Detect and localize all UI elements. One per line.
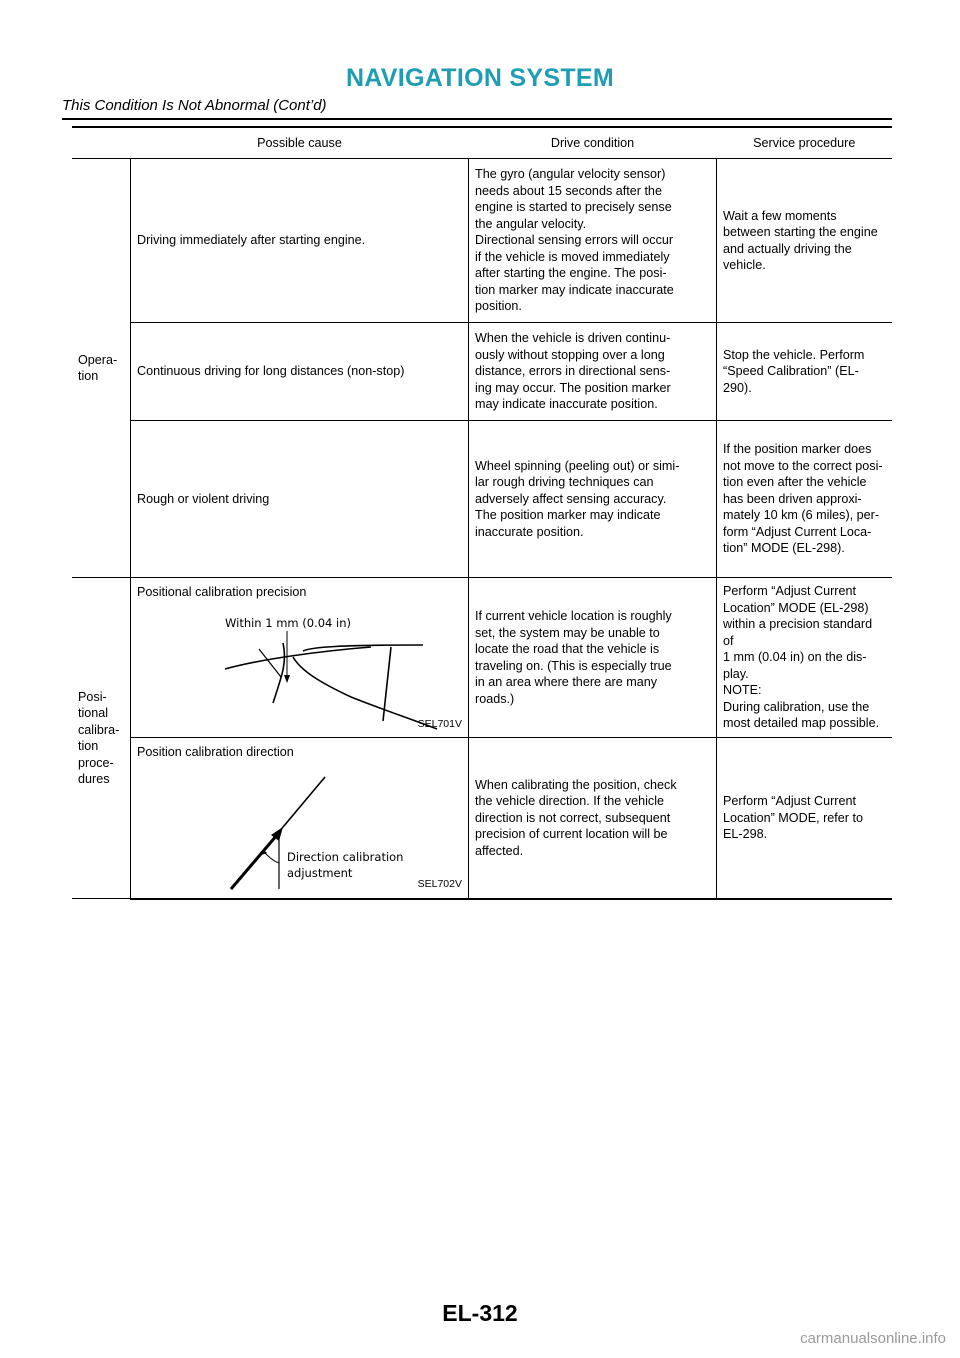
cause-cell: Driving immediately after starting engine. [131, 159, 469, 323]
group-label-operation: Opera- tion [72, 159, 131, 578]
precision-diagram [211, 611, 451, 733]
procedure-cell: If the position marker does not move to the correct posi- tion even after the vehicle has been driven approxi- mately 10 km (6 miles), per- form “Adjust Current Loca- tion” MODE (EL-298). [717, 421, 893, 578]
table-row [72, 323, 892, 421]
watermark: carmanualsonline.info [800, 1330, 946, 1347]
condition-cell: If current vehicle location is roughly set, the system may be unable to locate the road that the vehicle is traveling on. (This is especially true in an area where there are many roads.) [469, 578, 717, 738]
figure-label: SEL702V [417, 878, 462, 890]
road-line [273, 643, 285, 703]
note-text: During calibration, use the most detailed map possible. [723, 699, 880, 731]
leader-line [259, 649, 281, 677]
direction-diagram [211, 771, 451, 893]
condition-cell: Wheel spinning (peeling out) or simi- lar rough driving techniques can adversely affect sensing accuracy. The position marker may indicate inaccurate position. [469, 421, 717, 578]
cause-cell: Continuous driving for long distances (non-stop) [131, 323, 469, 421]
table-row [72, 738, 892, 899]
cause-text: Positional calibration precision [137, 585, 307, 599]
road-line [293, 657, 437, 729]
figure-label: SEL701V [417, 718, 462, 730]
procedure-cell: Stop the vehicle. Perform “Speed Calibration” (EL-290). [717, 323, 893, 421]
figure-text-within: Within 1 mm (0.04 in) [225, 615, 352, 630]
table-row [72, 421, 892, 578]
figure-text-adjustment: adjustment [287, 865, 353, 880]
procedure-cell: Wait a few moments between starting the engine and actually driving the vehicle. [717, 159, 893, 323]
condition-cell: When calibrating the position, check the vehicle direction. If the vehicle direction is not correct, subsequent precision of current location will be affected. [469, 738, 717, 899]
cause-cell: Rough or violent driving [131, 421, 469, 578]
column-header-cause: Possible cause [131, 127, 469, 159]
table-row [72, 159, 892, 323]
figure-sel702v [137, 761, 462, 891]
vehicle-direction-line [231, 835, 277, 889]
figure-text-direction: Direction calibration [287, 849, 404, 864]
condition-cell: The gyro (angular velocity sensor) needs about 15 seconds after the engine is started to precisely sense the angular velocity. Directional sensing errors will occur if the vehicle is moved immediately after starting the engine. The posi- tion marker may indicate inaccurate position. [469, 159, 717, 323]
procedure-cell: Perform “Adjust Current Location” MODE, refer to EL-298. [717, 738, 893, 899]
page-title: NAVIGATION SYSTEM [345, 64, 615, 92]
header-rule [62, 118, 892, 120]
procedure-text: Perform “Adjust Current Location” MODE (EL-298) within a precision standard of 1 mm (0.04 in) on the dis- play. [723, 584, 873, 681]
condition-cell: When the vehicle is driven continu- ously without stopping over a long distance, errors in directional sens- ing may occur. The position marker may indicate inaccurate position. [469, 323, 717, 421]
cause-cell [131, 578, 469, 738]
road-line [225, 647, 371, 669]
cause-text: Position calibration direction [137, 745, 294, 759]
page-subtitle: This Condition Is Not Abnormal (Cont’d) [62, 97, 327, 114]
note-label: NOTE: [723, 683, 762, 698]
table-header-row [72, 127, 892, 159]
cause-cell [131, 738, 469, 899]
table-row [72, 578, 892, 738]
group-label-positional-calibration: Posi- tional calibra- tion proce- dures [72, 578, 131, 899]
page-number: EL-312 [442, 1300, 518, 1326]
procedure-cell [717, 578, 893, 738]
header-spacer [72, 127, 131, 159]
condition-table [72, 126, 892, 900]
column-header-procedure: Service procedure [717, 127, 893, 159]
column-header-condition: Drive condition [469, 127, 717, 159]
figure-sel701v [137, 601, 462, 731]
arrow-head-icon [284, 675, 290, 683]
